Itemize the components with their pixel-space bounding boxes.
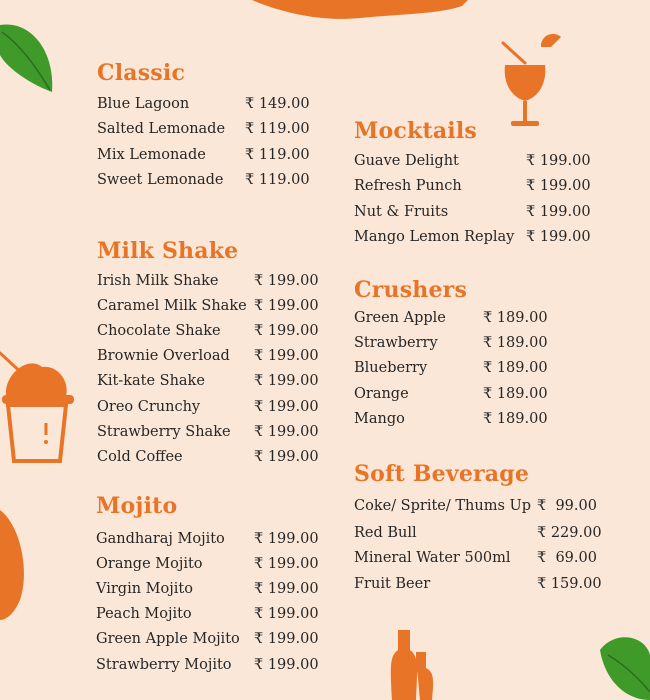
milkshake-cup-icon (0, 345, 78, 470)
item-name: Oreo Crunchy (97, 399, 201, 415)
item-price: ₹ 199.00 (526, 229, 591, 245)
item-price: ₹ 119.00 (245, 147, 310, 163)
section-title: Milk Shake (97, 238, 239, 264)
orange-splash-bottom-left (0, 510, 28, 620)
item-name: Mineral Water 500ml (354, 550, 511, 566)
section-title: Mocktails (354, 118, 477, 144)
section-title: Classic (97, 60, 186, 86)
item-price: ₹ 199.00 (526, 204, 591, 220)
item-price: ₹ 189.00 (483, 411, 548, 427)
item-price: ₹ 199.00 (254, 581, 319, 597)
item-price: ₹ 199.00 (254, 424, 319, 440)
cocktail-glass-icon (495, 25, 567, 131)
item-price: ₹ 199.00 (526, 153, 591, 169)
item-name: Irish Milk Shake (97, 273, 219, 289)
item-name: Green Apple (354, 310, 446, 326)
item-price: ₹ 189.00 (483, 386, 548, 402)
item-price: ₹ 229.00 (537, 525, 602, 541)
classic-section (97, 59, 310, 188)
item-price: ₹ 199.00 (254, 657, 319, 673)
item-price: ₹ 199.00 (254, 323, 319, 339)
section-title: Crushers (354, 277, 468, 303)
section-title: Soft Beverage (354, 461, 530, 487)
item-price: ₹ 149.00 (245, 96, 310, 112)
section-title: Mojito (96, 493, 178, 519)
item-name: Guave Delight (354, 153, 459, 169)
item-name: Green Apple Mojito (96, 631, 240, 647)
item-price: ₹ 189.00 (483, 360, 548, 376)
item-price: ₹ 199.00 (254, 399, 319, 415)
item-name: Salted Lemonade (97, 121, 226, 137)
leaf-icon (0, 20, 60, 100)
item-name: Strawberry (354, 335, 438, 351)
item-price: ₹ 199.00 (254, 531, 319, 547)
item-name: Refresh Punch (354, 178, 462, 194)
item-name: Nut & Fruits (354, 204, 449, 220)
item-name: Chocolate Shake (97, 323, 221, 339)
item-name: Brownie Overload (97, 348, 230, 364)
item-name: Strawberry Mojito (96, 657, 232, 673)
item-price: ₹ 119.00 (245, 121, 310, 137)
item-price: ₹ 159.00 (537, 576, 602, 592)
item-price: ₹ 199.00 (254, 606, 319, 622)
item-name: Mango (354, 411, 405, 427)
item-name: Fruit Beer (354, 576, 431, 592)
item-name: Blueberry (354, 360, 428, 376)
item-name: Strawberry Shake (97, 424, 231, 440)
item-name: Blue Lagoon (97, 96, 190, 112)
item-price: ₹ 199.00 (254, 273, 319, 289)
item-name: Caramel Milk Shake (97, 298, 247, 314)
item-price: ₹ 199.00 (254, 631, 319, 647)
mocktails-section (354, 117, 591, 245)
item-price: ₹ 199.00 (254, 449, 319, 465)
milk-shake-section (97, 237, 319, 465)
item-name: Virgin Mojito (96, 581, 193, 597)
item-name: Cold Coffee (97, 449, 183, 465)
item-name: Gandharaj Mojito (96, 531, 225, 547)
item-price: ₹ 69.00 (537, 550, 597, 566)
item-name: Peach Mojito (96, 606, 192, 622)
item-price: ₹ 199.00 (254, 373, 319, 389)
item-price: ₹ 199.00 (254, 348, 319, 364)
soft-drink-bottles-icon (386, 628, 448, 700)
soft-beverage-section (354, 460, 602, 592)
leaf-bottom-right (590, 630, 650, 700)
item-name: Orange (354, 386, 409, 402)
item-name: Coke/ Sprite/ Thums Up (354, 498, 532, 514)
orange-splash-top (240, 0, 480, 30)
crushers-section (354, 276, 548, 427)
item-price: ₹ 199.00 (254, 556, 319, 572)
mojito-section (96, 492, 319, 673)
item-name: Red Bull (354, 525, 417, 541)
item-name: Mango Lemon Replay (354, 229, 515, 245)
item-name: Orange Mojito (96, 556, 203, 572)
item-price: ₹ 199.00 (254, 298, 319, 314)
item-name: Kit-kate Shake (97, 373, 205, 389)
item-price: ₹ 199.00 (526, 178, 591, 194)
item-price: ₹ 189.00 (483, 310, 548, 326)
item-name: Mix Lemonade (97, 147, 206, 163)
item-price: ₹ 99.00 (537, 498, 597, 514)
item-name: Sweet Lemonade (97, 172, 224, 188)
item-price: ₹ 189.00 (483, 335, 548, 351)
item-price: ₹ 119.00 (245, 172, 310, 188)
